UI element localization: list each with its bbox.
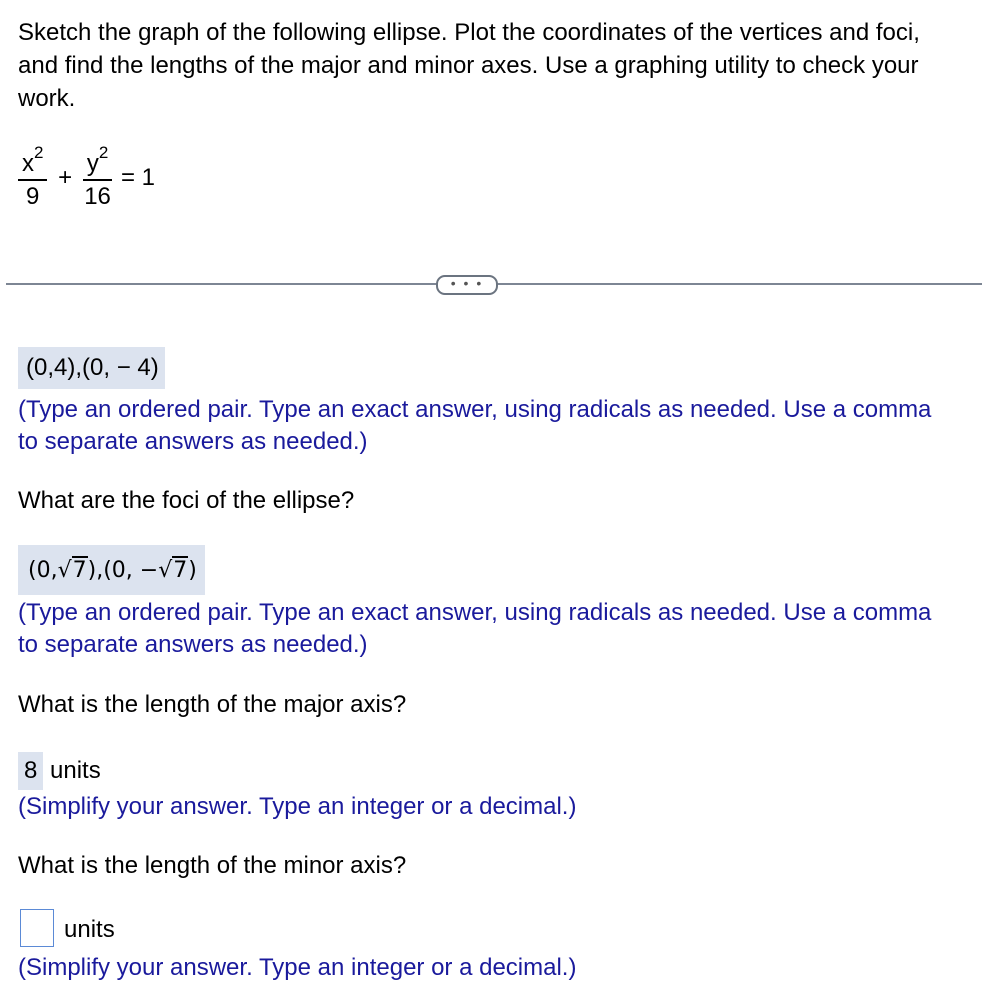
major-axis-question: What is the length of the major axis?	[18, 691, 407, 718]
minor-axis-hint: (Simplify your answer. Type an integer or a decimal.)	[18, 954, 577, 981]
fraction-x	[18, 142, 47, 213]
unit-label: units	[64, 916, 115, 943]
major-axis-answer[interactable]: 8	[18, 752, 43, 790]
sqrt-icon: √	[57, 558, 72, 583]
foci-text: )	[188, 558, 197, 583]
numerator-x: x	[22, 150, 34, 177]
separator: ,	[96, 558, 104, 583]
major-axis-hint: (Simplify your answer. Type an integer or a decimal.)	[18, 793, 577, 820]
fraction-y	[83, 142, 112, 213]
exponent: 2	[98, 143, 109, 162]
foci-text: (0, −	[103, 558, 159, 583]
question-prompt: Sketch the graph of the following ellipse. Plot the coordinates of the vertices and foci, and find the lengths of the major and minor axes. Use a graphing utility to check your work.	[18, 19, 920, 112]
denominator-9: 9	[26, 183, 40, 210]
radicand: 7	[72, 558, 87, 583]
radicand: 7	[173, 558, 188, 583]
equation-rhs: = 1	[120, 163, 155, 191]
more-options-button[interactable]: • • •	[436, 275, 498, 295]
vertices-hint: (Type an ordered pair. Type an exact answer, using radicals as needed. Use a comma to separate answers as needed.)	[18, 396, 932, 455]
ellipse-equation	[18, 142, 155, 213]
foci-question: What are the foci of the ellipse?	[18, 487, 355, 514]
foci-text: (0,	[28, 558, 58, 583]
sqrt-icon: √	[158, 558, 173, 583]
foci-text: )	[87, 558, 97, 583]
unit-label: units	[50, 757, 101, 784]
minor-axis-question: What is the length of the minor axis?	[18, 852, 407, 879]
foci-hint: (Type an ordered pair. Type an exact answer, using radicals as needed. Use a comma to separate answers as needed.)	[18, 599, 932, 658]
foci-answer[interactable]	[18, 545, 205, 595]
exponent: 2	[34, 143, 44, 162]
numerator-y: y	[86, 150, 99, 177]
minor-axis-input[interactable]	[20, 909, 54, 947]
vertices-answer[interactable]: (0,4),(0, − 4)	[18, 347, 165, 389]
denominator-16: 16	[84, 183, 111, 210]
major-axis-answer-row	[18, 752, 101, 790]
plus-sign: +	[58, 163, 73, 191]
